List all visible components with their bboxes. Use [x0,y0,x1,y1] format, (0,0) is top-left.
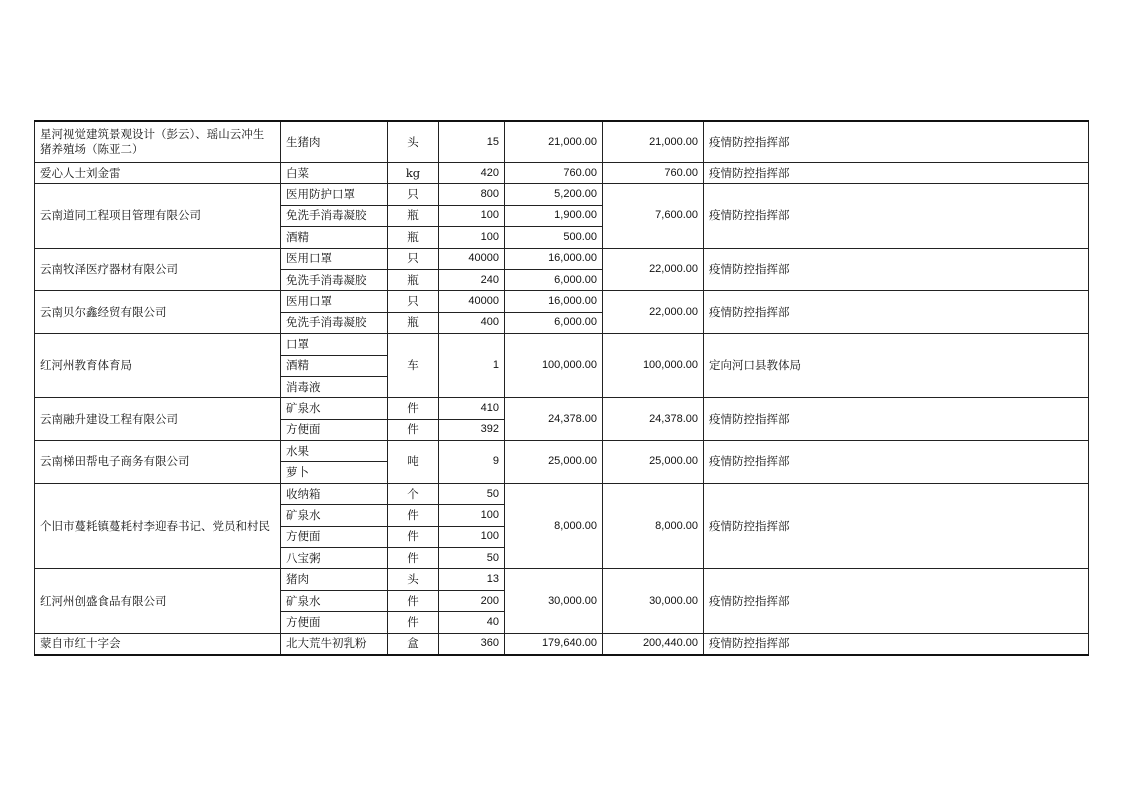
donation-table [34,120,1089,656]
total-cell: 7,600.00 [603,184,704,248]
unit-cell: 件 [388,398,439,419]
unit-cell: 车 [388,334,439,398]
recipient-cell: 疫情防控指挥部 [704,569,1089,633]
unit-cell: 件 [388,612,439,633]
donor-cell: 云南贝尔鑫经贸有限公司 [35,291,281,334]
unit-cell: 件 [388,548,439,569]
quantity-cell: 40000 [439,291,505,312]
item-name-cell: 医用口罩 [281,291,388,312]
quantity-cell: 800 [439,184,505,205]
donor-cell: 云南融升建设工程有限公司 [35,398,281,441]
amount-cell: 30,000.00 [505,569,603,633]
quantity-cell: 50 [439,548,505,569]
amount-cell: 179,640.00 [505,633,603,655]
quantity-cell: 40000 [439,248,505,269]
item-name-cell: 矿泉水 [281,398,388,419]
table-row [35,334,1089,355]
unit-cell: 件 [388,505,439,526]
total-cell: 24,378.00 [603,398,704,441]
item-name-cell: 矿泉水 [281,505,388,526]
unit-cell: 件 [388,419,439,440]
recipient-cell: 疫情防控指挥部 [704,121,1089,163]
amount-cell: 1,900.00 [505,205,603,226]
unit-cell: 只 [388,291,439,312]
item-name-cell: 口罩 [281,334,388,355]
total-cell: 30,000.00 [603,569,704,633]
unit-cell: 盒 [388,633,439,655]
total-cell: 21,000.00 [603,121,704,163]
recipient-cell: 定向河口县教体局 [704,334,1089,398]
item-name-cell: 北大荒牛初乳粉 [281,633,388,655]
total-cell: 100,000.00 [603,334,704,398]
recipient-cell: 疫情防控指挥部 [704,398,1089,441]
item-name-cell: 收纳箱 [281,483,388,504]
unit-cell: 件 [388,590,439,611]
recipient-cell: 疫情防控指挥部 [704,163,1089,184]
recipient-cell: 疫情防控指挥部 [704,633,1089,655]
item-name-cell: 医用防护口罩 [281,184,388,205]
quantity-cell: 50 [439,483,505,504]
quantity-cell: 420 [439,163,505,184]
amount-cell: 6,000.00 [505,269,603,290]
amount-cell: 24,378.00 [505,398,603,441]
donor-cell: 红河州教育体育局 [35,334,281,398]
total-cell: 25,000.00 [603,441,704,484]
total-cell: 22,000.00 [603,291,704,334]
table-row [35,291,1089,312]
item-name-cell: 水果 [281,441,388,462]
unit-cell: 个 [388,483,439,504]
unit-cell: 头 [388,569,439,590]
amount-cell: 500.00 [505,227,603,248]
recipient-cell: 疫情防控指挥部 [704,483,1089,569]
total-cell: 8,000.00 [603,483,704,569]
amount-cell: 760.00 [505,163,603,184]
table-row [35,569,1089,590]
table-row [35,121,1089,163]
unit-cell: 件 [388,526,439,547]
quantity-cell: 100 [439,205,505,226]
unit-cell: 瓶 [388,205,439,226]
total-cell: 22,000.00 [603,248,704,291]
quantity-cell: 240 [439,269,505,290]
quantity-cell: 360 [439,633,505,655]
unit-cell: 头 [388,121,439,163]
unit-cell: 瓶 [388,227,439,248]
amount-cell: 8,000.00 [505,483,603,569]
donor-cell: 云南牧泽医疗器材有限公司 [35,248,281,291]
total-cell: 200,440.00 [603,633,704,655]
table-row [35,441,1089,462]
item-name-cell: 猪肉 [281,569,388,590]
unit-cell: kg [388,163,439,184]
table-row [35,184,1089,205]
amount-cell: 16,000.00 [505,248,603,269]
quantity-cell: 40 [439,612,505,633]
item-name-cell: 酒精 [281,355,388,376]
quantity-cell: 100 [439,505,505,526]
donor-cell: 爱心人士刘金雷 [35,163,281,184]
amount-cell: 5,200.00 [505,184,603,205]
donor-cell: 云南梯田帮电子商务有限公司 [35,441,281,484]
recipient-cell: 疫情防控指挥部 [704,291,1089,334]
item-name-cell: 白菜 [281,163,388,184]
table-row [35,248,1089,269]
unit-cell: 只 [388,248,439,269]
amount-cell: 6,000.00 [505,312,603,333]
amount-cell: 16,000.00 [505,291,603,312]
item-name-cell: 医用口罩 [281,248,388,269]
table-row [35,163,1089,184]
quantity-cell: 1 [439,334,505,398]
item-name-cell: 免洗手消毒凝胶 [281,269,388,290]
item-name-cell: 方便面 [281,526,388,547]
quantity-cell: 15 [439,121,505,163]
donor-cell: 蒙自市红十字会 [35,633,281,655]
recipient-cell: 疫情防控指挥部 [704,441,1089,484]
total-cell: 760.00 [603,163,704,184]
amount-cell: 25,000.00 [505,441,603,484]
recipient-cell: 疫情防控指挥部 [704,248,1089,291]
donor-cell: 星河视觉建筑景观设计（彭云）、瑶山云冲生猪养殖场（陈亚二） [35,121,281,163]
item-name-cell: 方便面 [281,419,388,440]
item-name-cell: 方便面 [281,612,388,633]
donor-cell: 红河州创盛食品有限公司 [35,569,281,633]
table-row [35,398,1089,419]
recipient-cell: 疫情防控指挥部 [704,184,1089,248]
donor-cell: 云南道同工程项目管理有限公司 [35,184,281,248]
amount-cell: 21,000.00 [505,121,603,163]
table-row [35,633,1089,655]
unit-cell: 瓶 [388,269,439,290]
quantity-cell: 13 [439,569,505,590]
item-name-cell: 免洗手消毒凝胶 [281,205,388,226]
item-name-cell: 萝卜 [281,462,388,483]
unit-cell: 只 [388,184,439,205]
item-name-cell: 免洗手消毒凝胶 [281,312,388,333]
item-name-cell: 消毒液 [281,376,388,397]
amount-cell: 100,000.00 [505,334,603,398]
quantity-cell: 400 [439,312,505,333]
item-name-cell: 矿泉水 [281,590,388,611]
unit-cell: 瓶 [388,312,439,333]
quantity-cell: 100 [439,526,505,547]
quantity-cell: 9 [439,441,505,484]
quantity-cell: 200 [439,590,505,611]
table-row [35,483,1089,504]
quantity-cell: 100 [439,227,505,248]
item-name-cell: 酒精 [281,227,388,248]
quantity-cell: 392 [439,419,505,440]
quantity-cell: 410 [439,398,505,419]
item-name-cell: 八宝粥 [281,548,388,569]
item-name-cell: 生猪肉 [281,121,388,163]
unit-cell: 吨 [388,441,439,484]
donor-cell: 个旧市蔓耗镇蔓耗村李迎春书记、党员和村民 [35,483,281,569]
